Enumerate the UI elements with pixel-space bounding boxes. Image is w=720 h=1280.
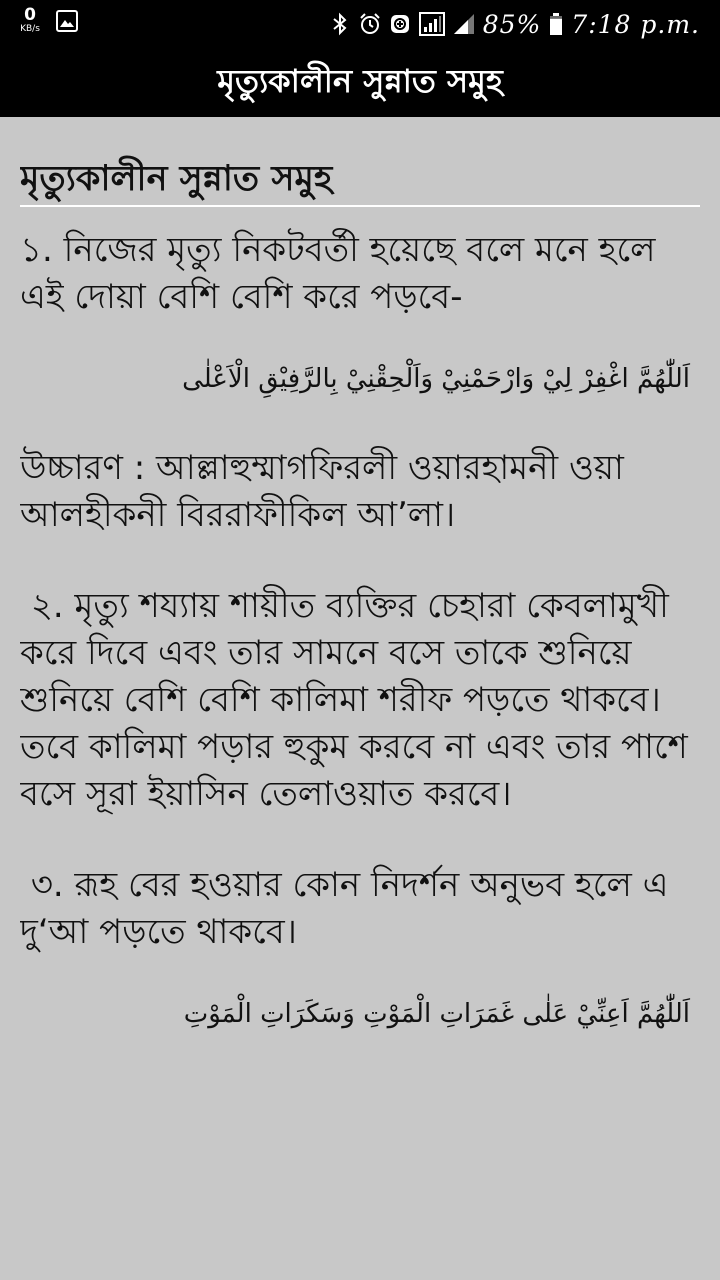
pronunciation-text: উচ্চারণ : আল্লাহুম্মাগফিরলী ওয়ারহামনী ওয়া আলহীকনী বিররাফীকিল আ’লা। bbox=[20, 448, 635, 535]
app-bar-title: মৃত্যুকালীন সুন্নাত সমুহ bbox=[217, 61, 503, 100]
network-speed-value: 0 bbox=[24, 5, 36, 25]
alarm-icon bbox=[359, 12, 381, 36]
arabic-dua-1: اَللّٰهُمَّ اغْفِرْ لِيْ وَارْحَمْنِيْ وَاَلْحِقْنِيْ بِالرَّفِيْقِ الْاَعْلٰى bbox=[182, 364, 690, 394]
battery-icon bbox=[549, 12, 563, 36]
paragraph-gap bbox=[20, 401, 700, 445]
arabic-dua-2: اَللّٰهُمَّ اَعِنِّيْ عَلٰى غَمَرَاتِ الْمَوْتِ وَسَكَرَاتِ الْمَوْتِ bbox=[183, 999, 690, 1029]
sunnah-item-2: ২. মৃত্যু শয্যায় শায়ীত ব্যক্তির চেহারা কেবলামুখী করে দিবে এবং তার সামনে বসে তাকে শুনিয়ে শুনিয়ে বেশি বেশি কালিমা শরীফ পড়তে থাকবে। তবে কালিমা পড়ার হুকুম করবে না এবং তার পাশে বসে সূরা ইয়াসিন তেলাওয়াত করবে। bbox=[20, 586, 699, 814]
app-bar bbox=[0, 48, 720, 117]
clock: 7:18 p.m. bbox=[571, 9, 700, 39]
cell-signal-icon bbox=[453, 12, 475, 36]
paragraph-gap bbox=[20, 956, 700, 992]
status-bar-right bbox=[329, 7, 700, 41]
paragraph-gap bbox=[20, 321, 700, 357]
wifi-signal-icon bbox=[419, 12, 445, 36]
network-speed bbox=[14, 6, 46, 34]
status-bar-left bbox=[14, 6, 78, 34]
gallery-icon bbox=[56, 10, 78, 32]
page-title: মৃত্যুকালীন সুন্নাত সমুহ bbox=[20, 159, 333, 199]
data-saver-icon bbox=[389, 12, 411, 36]
sunnah-item-1: ১. নিজের মৃত্যু নিকটবর্তী হয়েছে বলে মনে হলে এই দোয়া বেশি বেশি করে পড়বে- bbox=[20, 230, 667, 317]
paragraph-gap bbox=[20, 818, 700, 862]
battery-percentage: 85% bbox=[482, 9, 542, 39]
paragraph-gap bbox=[20, 539, 700, 583]
network-speed-unit: KB/s bbox=[20, 24, 40, 34]
status-bar bbox=[0, 0, 720, 48]
bluetooth-icon bbox=[329, 12, 351, 36]
sunnah-item-3: ৩. রূহ বের হওয়ার কোন নিদর্শন অনুভব হলে এ দু‘আ পড়তে থাকবে। bbox=[20, 865, 680, 952]
heading-divider bbox=[20, 205, 700, 207]
article-content[interactable] bbox=[20, 117, 700, 1180]
